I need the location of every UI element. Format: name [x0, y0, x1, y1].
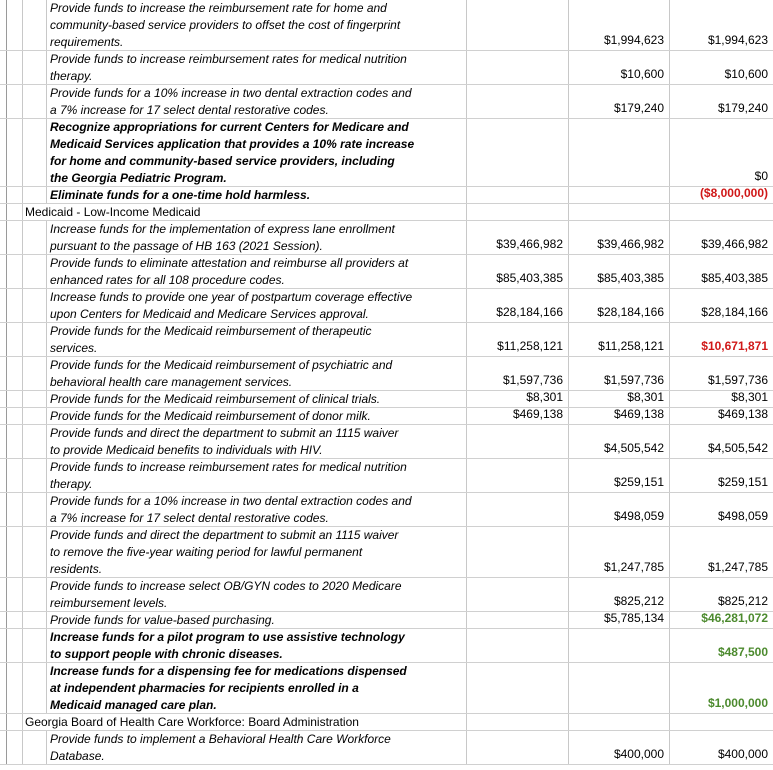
table-row: [0, 119, 773, 187]
amount-cell-c2[interactable]: [568, 323, 669, 356]
amount-value: $85,403,385: [496, 271, 563, 285]
indent-cell: [23, 663, 47, 713]
amount-value: $10,600: [724, 67, 768, 81]
outline-gutter: [7, 85, 23, 118]
amount-value: $469,138: [717, 407, 768, 421]
row-gutter: [0, 0, 7, 50]
item-description: Increase funds for a dispensing fee for medications dispensed at independent pharmacies for recipients enrolled in a Medicaid managed care plan.: [50, 664, 407, 712]
outline-gutter: [7, 323, 23, 356]
amount-cell-c2[interactable]: [568, 391, 669, 407]
amount-value: $259,151: [613, 475, 664, 489]
amount-value: $1,597,736: [502, 373, 563, 387]
amount-cell-c2[interactable]: [568, 612, 669, 628]
amount-value: $1,247,785: [603, 560, 664, 574]
amount-cell-c2[interactable]: [568, 0, 669, 50]
row-gutter: [0, 289, 7, 322]
amount-value: $11,258,121: [598, 339, 664, 353]
outline-gutter: [7, 663, 23, 713]
item-description: Provide funds to implement a Behavioral Health Care Workforce Database.: [50, 732, 391, 763]
outline-gutter: [7, 221, 23, 254]
amount-value: $11,258,121: [497, 339, 563, 353]
indent-cell: [23, 612, 47, 628]
indent-cell: [23, 85, 47, 118]
table-row: [0, 0, 773, 51]
outline-gutter: [7, 357, 23, 390]
amount-cell-c3[interactable]: [669, 731, 773, 764]
indent-cell: [23, 391, 47, 407]
indent-cell: [23, 408, 47, 424]
item-description: Provide funds to increase select OB/GYN codes to 2020 Medicare reimbursement levels.: [50, 579, 402, 610]
indent-cell: [23, 731, 47, 764]
amount-value: $8,301: [526, 390, 563, 404]
amount-value: $400,000: [717, 747, 768, 761]
amount-value: $28,184,166: [597, 305, 664, 319]
amount-value: $28,184,166: [701, 305, 768, 319]
amount-cell-c3[interactable]: [669, 425, 773, 458]
outline-gutter: [7, 459, 23, 492]
item-description: Provide funds for a 10% increase in two dental extraction codes and a 7% increase for 17 select dental restorative codes.: [50, 494, 412, 525]
item-description: Increase funds for the implementation of express lane enrollment pursuant to the passage of HB 163 (2021 Session).: [50, 222, 395, 253]
amount-value: $39,466,982: [496, 237, 563, 251]
table-row: [0, 459, 773, 493]
amount-cell-c2[interactable]: [568, 459, 669, 492]
table-row: [0, 289, 773, 323]
indent-cell: [23, 459, 47, 492]
indent-cell: [23, 255, 47, 288]
outline-gutter: [7, 714, 23, 730]
amount-cell-c1[interactable]: [466, 204, 568, 220]
amount-cell-c1[interactable]: [466, 323, 568, 356]
amount-value: $39,466,982: [597, 237, 664, 251]
row-gutter: [0, 391, 7, 407]
row-gutter: [0, 731, 7, 764]
category-label: Georgia Board of Health Care Workforce: Board Administration: [25, 715, 359, 729]
row-gutter: [0, 578, 7, 611]
table-row: [0, 85, 773, 119]
amount-cell-c1[interactable]: [466, 425, 568, 458]
row-gutter: [0, 255, 7, 288]
outline-gutter: [7, 204, 23, 220]
row-gutter: [0, 119, 7, 186]
outline-gutter: [7, 612, 23, 628]
amount-value: $4,505,542: [707, 441, 768, 455]
table-row: [0, 425, 773, 459]
amount-cell-c3[interactable]: [669, 0, 773, 50]
amount-value: $10,600: [620, 67, 664, 81]
indent-cell: [23, 493, 47, 526]
item-description: Provide funds and direct the department to submit an 1115 waiver to provide Medicaid benefits to individuals with HIV.: [50, 426, 399, 457]
outline-gutter: [7, 408, 23, 424]
item-description: Eliminate funds for a one-time hold harmless.: [50, 188, 311, 202]
amount-cell-c3[interactable]: [669, 714, 773, 730]
amount-cell-c3[interactable]: [669, 527, 773, 577]
amount-value: $469,138: [613, 407, 664, 421]
row-gutter: [0, 357, 7, 390]
item-description: Provide funds to increase reimbursement rates for medical nutrition therapy.: [50, 52, 407, 83]
amount-cell-c1[interactable]: [466, 578, 568, 611]
amount-cell-c3[interactable]: [669, 629, 773, 662]
outline-gutter: [7, 731, 23, 764]
amount-value: $400,000: [613, 747, 664, 761]
amount-value: $825,212: [717, 594, 768, 608]
table-row: [0, 255, 773, 289]
table-row: [0, 731, 773, 765]
amount-cell-c2[interactable]: [568, 425, 669, 458]
amount-cell-c1[interactable]: [466, 357, 568, 390]
amount-value: $0: [754, 169, 768, 183]
amount-value: $4,505,542: [603, 441, 664, 455]
outline-gutter: [7, 578, 23, 611]
item-description: Provide funds and direct the department to submit an 1115 waiver to remove the five-year waiting period for lawful permanent residents.: [50, 528, 399, 576]
amount-cell-c2[interactable]: [568, 187, 669, 203]
indent-cell: [23, 357, 47, 390]
amount-value: $1,000,000: [707, 696, 768, 710]
indent-cell: [23, 323, 47, 356]
outline-gutter: [7, 629, 23, 662]
row-gutter: [0, 459, 7, 492]
amount-cell-c2[interactable]: [568, 493, 669, 526]
outline-gutter: [7, 51, 23, 84]
outline-gutter: [7, 289, 23, 322]
indent-cell: [23, 629, 47, 662]
amount-value: $1,247,785: [707, 560, 768, 574]
amount-cell-c3[interactable]: [669, 255, 773, 288]
amount-cell-c3[interactable]: [669, 204, 773, 220]
outline-gutter: [7, 119, 23, 186]
amount-value: $46,281,072: [701, 611, 768, 625]
amount-cell-c2[interactable]: [568, 714, 669, 730]
amount-cell-c3[interactable]: [669, 51, 773, 84]
row-gutter: [0, 714, 7, 730]
amount-cell-c2[interactable]: [568, 221, 669, 254]
indent-cell: [23, 527, 47, 577]
amount-value: $825,212: [613, 594, 664, 608]
row-gutter: [0, 408, 7, 424]
amount-value: $179,240: [717, 101, 768, 115]
table-row: [0, 391, 773, 408]
indent-cell: [23, 425, 47, 458]
amount-cell-c1[interactable]: [466, 221, 568, 254]
amount-cell-c3[interactable]: [669, 289, 773, 322]
amount-value: $8,301: [627, 390, 664, 404]
amount-cell-c3[interactable]: [669, 323, 773, 356]
table-row: [0, 323, 773, 357]
row-gutter: [0, 612, 7, 628]
indent-cell: [23, 51, 47, 84]
amount-cell-c2[interactable]: [568, 289, 669, 322]
amount-value: $469,138: [512, 407, 563, 421]
outline-gutter: [7, 527, 23, 577]
amount-value: $1,597,736: [603, 373, 664, 387]
row-gutter: [0, 85, 7, 118]
row-gutter: [0, 323, 7, 356]
amount-cell-c2[interactable]: [568, 408, 669, 424]
indent-cell: [23, 119, 47, 186]
table-row: [0, 51, 773, 85]
amount-cell-c3[interactable]: [669, 85, 773, 118]
amount-value: $8,301: [731, 390, 768, 404]
item-description: Provide funds for the Medicaid reimbursement of clinical trials.: [50, 392, 381, 406]
amount-cell-c2[interactable]: [568, 663, 669, 713]
indent-cell: [23, 289, 47, 322]
amount-cell-c1[interactable]: [466, 119, 568, 186]
row-gutter: [0, 425, 7, 458]
amount-value: $85,403,385: [701, 271, 768, 285]
table-row: [0, 629, 773, 663]
amount-cell-c3[interactable]: [669, 119, 773, 186]
row-gutter: [0, 51, 7, 84]
amount-cell-c2[interactable]: [568, 527, 669, 577]
amount-value: $10,671,871: [701, 339, 768, 353]
amount-value: $498,059: [613, 509, 664, 523]
amount-cell-c1[interactable]: [466, 731, 568, 764]
item-description: Increase funds to provide one year of postpartum coverage effective upon Centers for Medicaid and Medicare Services approval.: [50, 290, 413, 321]
amount-value: $1,994,623: [603, 33, 664, 47]
indent-cell: [23, 187, 47, 203]
item-description: Provide funds to increase the reimbursement rate for home and community-based service providers to offset the cost of fingerprint requirements.: [50, 1, 401, 49]
amount-cell-c3[interactable]: [669, 391, 773, 407]
amount-cell-c3[interactable]: [669, 221, 773, 254]
amount-cell-c1[interactable]: [466, 663, 568, 713]
row-gutter: [0, 187, 7, 203]
amount-cell-c3[interactable]: [669, 663, 773, 713]
amount-cell-c1[interactable]: [466, 714, 568, 730]
amount-cell-c1[interactable]: [466, 493, 568, 526]
item-description: Increase funds for a pilot program to use assistive technology to support people with chronic diseases.: [50, 630, 405, 661]
indent-cell: [23, 0, 47, 50]
amount-cell-c1[interactable]: [466, 391, 568, 407]
item-description: Provide funds for a 10% increase in two dental extraction codes and a 7% increase for 17 select dental restorative codes.: [50, 86, 412, 117]
amount-value: $259,151: [717, 475, 768, 489]
amount-cell-c2[interactable]: [568, 731, 669, 764]
amount-value: $5,785,134: [603, 611, 664, 625]
amount-cell-c1[interactable]: [466, 187, 568, 203]
category-row: [0, 204, 773, 221]
amount-cell-c1[interactable]: [466, 629, 568, 662]
item-description: Provide funds for the Medicaid reimbursement of donor milk.: [50, 409, 371, 423]
amount-cell-c3[interactable]: [669, 459, 773, 492]
amount-value: $498,059: [717, 509, 768, 523]
amount-cell-c3[interactable]: [669, 357, 773, 390]
table-row: [0, 527, 773, 578]
amount-value: $487,500: [717, 645, 768, 659]
amount-cell-c1[interactable]: [466, 408, 568, 424]
amount-cell-c2[interactable]: [568, 85, 669, 118]
amount-cell-c2[interactable]: [568, 204, 669, 220]
row-gutter: [0, 204, 7, 220]
amount-cell-c2[interactable]: [568, 255, 669, 288]
amount-cell-c1[interactable]: [466, 527, 568, 577]
table-row: [0, 408, 773, 425]
table-row: [0, 493, 773, 527]
amount-cell-c3[interactable]: [669, 187, 773, 203]
table-row: [0, 663, 773, 714]
category-row: [0, 714, 773, 731]
outline-gutter: [7, 493, 23, 526]
table-row: [0, 612, 773, 629]
indent-cell: [23, 221, 47, 254]
amount-value: $85,403,385: [597, 271, 664, 285]
amount-cell-c1[interactable]: [466, 459, 568, 492]
amount-value: $39,466,982: [701, 237, 768, 251]
row-gutter: [0, 221, 7, 254]
table-row: [0, 578, 773, 612]
amount-cell-c1[interactable]: [466, 85, 568, 118]
category-label: Medicaid - Low-Income Medicaid: [25, 205, 201, 219]
amount-cell-c2[interactable]: [568, 119, 669, 186]
row-gutter: [0, 629, 7, 662]
table-row: [0, 357, 773, 391]
item-description: Provide funds to eliminate attestation and reimburse all providers at enhanced rates for all 108 procedure codes.: [50, 256, 409, 287]
outline-gutter: [7, 187, 23, 203]
row-gutter: [0, 663, 7, 713]
amount-cell-c1[interactable]: [466, 612, 568, 628]
table-row: [0, 187, 773, 204]
amount-value: $1,597,736: [707, 373, 768, 387]
item-description: Provide funds to increase reimbursement rates for medical nutrition therapy.: [50, 460, 407, 491]
amount-value: ($8,000,000): [699, 186, 768, 200]
amount-cell-c2[interactable]: [568, 578, 669, 611]
outline-gutter: [7, 0, 23, 50]
item-description: Provide funds for value-based purchasing.: [50, 613, 275, 627]
outline-gutter: [7, 425, 23, 458]
outline-gutter: [7, 255, 23, 288]
amount-cell-c3[interactable]: [669, 612, 773, 628]
amount-cell-c1[interactable]: [466, 0, 568, 50]
item-description: Provide funds for the Medicaid reimbursement of psychiatric and behavioral health care management services.: [50, 358, 393, 389]
amount-cell-c2[interactable]: [568, 51, 669, 84]
amount-cell-c1[interactable]: [466, 289, 568, 322]
amount-cell-c3[interactable]: [669, 578, 773, 611]
item-description: Recognize appropriations for current Centers for Medicare and Medicaid Services application that provides a 10% rate increase for home and community-based service providers, including the Georgia Pediatric Program.: [50, 120, 415, 185]
row-gutter: [0, 493, 7, 526]
indent-cell: [23, 578, 47, 611]
table-row: [0, 221, 773, 255]
amount-value: $179,240: [613, 101, 664, 115]
amount-cell-c1[interactable]: [466, 255, 568, 288]
amount-cell-c2[interactable]: [568, 629, 669, 662]
amount-cell-c2[interactable]: [568, 357, 669, 390]
amount-value: $1,994,623: [707, 33, 768, 47]
amount-cell-c3[interactable]: [669, 408, 773, 424]
row-gutter: [0, 527, 7, 577]
amount-cell-c3[interactable]: [669, 493, 773, 526]
amount-value: $28,184,166: [496, 305, 563, 319]
item-description: Provide funds for the Medicaid reimbursement of therapeutic services.: [50, 324, 372, 355]
outline-gutter: [7, 391, 23, 407]
amount-cell-c1[interactable]: [466, 51, 568, 84]
